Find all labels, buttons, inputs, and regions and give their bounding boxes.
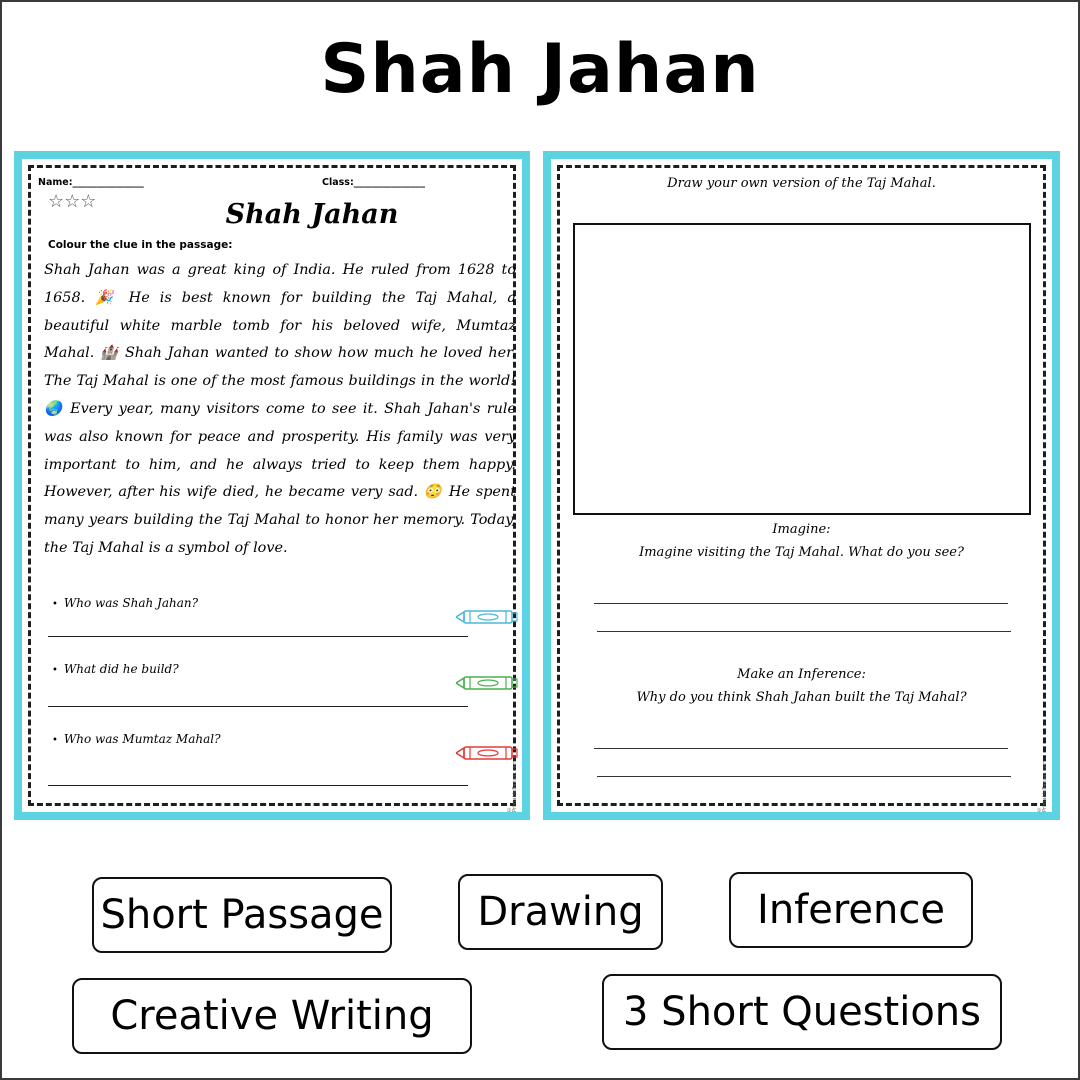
crayon-shape bbox=[456, 747, 517, 759]
tag-3-short-questions: 3 Short Questions bbox=[602, 974, 1002, 1050]
crayon-shape bbox=[456, 611, 517, 623]
inference-prompt: Why do you think Shah Jahan built the Taj Mahal? bbox=[636, 690, 967, 705]
class-field: Class:_______________ bbox=[322, 177, 425, 188]
answer-line bbox=[48, 636, 468, 637]
drawing-box bbox=[573, 223, 1031, 515]
crayon-icon bbox=[456, 609, 518, 625]
answer-line bbox=[597, 631, 1011, 632]
main-title: Shah Jahan bbox=[320, 30, 760, 109]
name-field: Name:_______________ bbox=[38, 177, 144, 188]
crayon-icon bbox=[456, 675, 518, 691]
answer-line bbox=[48, 706, 468, 707]
question-text: Who was Mumtaz Mahal? bbox=[63, 732, 221, 746]
question-text: What did he build? bbox=[63, 662, 179, 676]
worksheet-page-activities bbox=[543, 151, 1060, 820]
question-item bbox=[52, 596, 198, 610]
answer-line bbox=[594, 748, 1008, 749]
reading-passage: Shah Jahan was a great king of India. He ruled from 1628 to 1658. 🎉 He is best known for building the Taj Mahal, a beautiful white marble tomb for his beloved wife, Mumtaz Mahal. 🏰 Shah Jahan wanted to show how much he loved her. The Taj Mahal is one of the most famous buildings in the world! 🌏 Every year, many visitors come to see it. Shah Jahan's rule was also known for peace and prosperity. His family was very important to him, and he always tried to keep them happy. However, after his wife died, he became very sad. 😳 He spent many years building the Taj Mahal to honor her memory. Today, the Taj Mahal is a symbol of love. bbox=[44, 262, 516, 556]
question-item bbox=[52, 732, 221, 746]
inference-heading: Make an Inference: bbox=[737, 667, 866, 682]
instruction-text: Colour the clue in the passage: bbox=[48, 239, 233, 251]
tag-inference: Inference bbox=[729, 872, 973, 948]
bullet: • bbox=[52, 665, 58, 676]
worksheet-title: Shah Jahan bbox=[225, 199, 399, 230]
worksheet-page-passage bbox=[14, 151, 530, 820]
imagine-prompt: Imagine visiting the Taj Mahal. What do you see? bbox=[639, 545, 964, 560]
question-text: Who was Shah Jahan? bbox=[63, 596, 199, 610]
imagine-heading: Imagine: bbox=[772, 522, 831, 537]
tag-creative-writing: Creative Writing bbox=[72, 978, 472, 1054]
tag-drawing: Drawing bbox=[458, 874, 663, 950]
copyright-text: © PrintableBazaar.com bbox=[506, 760, 518, 812]
bullet: • bbox=[52, 599, 58, 610]
bullet: • bbox=[52, 735, 58, 746]
answer-line bbox=[597, 776, 1011, 777]
tag-short-passage: Short Passage bbox=[92, 877, 392, 953]
question-item bbox=[52, 662, 179, 676]
answer-line bbox=[594, 603, 1008, 604]
rating-stars-icon: ☆☆☆ bbox=[48, 191, 97, 212]
copyright-text: © PrintableBazaar.com bbox=[1036, 760, 1048, 812]
drawing-prompt: Draw your own version of the Taj Mahal. bbox=[667, 176, 936, 191]
answer-line bbox=[48, 785, 468, 786]
crayon-shape bbox=[456, 677, 517, 689]
